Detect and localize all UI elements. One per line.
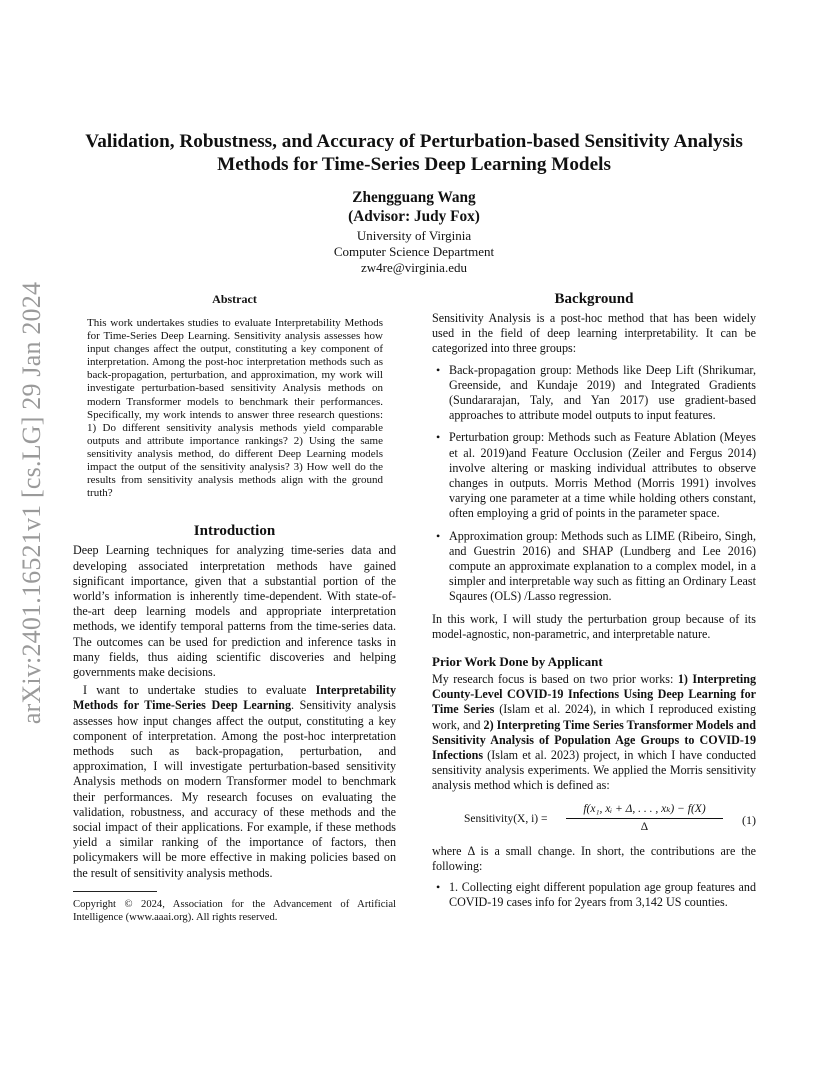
- introduction-paragraph-2: [73, 683, 396, 881]
- abstract-heading: Abstract: [212, 292, 257, 306]
- prior-text-b: (Islam et al. 2024), in which I reproduced existing work, and: [432, 702, 756, 732]
- affiliation-block: [164, 228, 664, 276]
- equation-fraction: [562, 802, 727, 835]
- introduction-paragraph-1: Deep Learning techniques for analyzing time-series data and developing associated interpretation methods have gained significant importance, given that a substantial portion of the world’s information is inherently time-dependent. With state-of-the-art deep learning models and appropriate interpretation methods, we identify temporal patterns from the time-series data. The outcomes can be used for prediction and inference tasks in many fields, thus aiding scientific discoveries and helping governments make decisions.: [73, 543, 396, 679]
- list-item: [432, 363, 756, 424]
- right-column: [432, 290, 756, 918]
- equation-numerator: f(x₁, xᵢ + Δ, . . . , xₖ) − f(X): [583, 802, 706, 815]
- prior-work-2-title: 2) Interpreting Time Series Transformer Models and Sensitivity Analysis of Population Age Groups to COVID-19 Infections: [432, 717, 756, 763]
- intro-p2-text-b: . Sensitivity analysis assesses how input changes affect the output, constituting a key component of interpretation. Among the post-hoc interpretation methods such as back-propagation, perturbation, and approximation, I will investigate perturbation-based sensitivity Analysis methods on modern Transformer model to benchmark their performances. My research focuses on evaluating the validation, robustness, and accuracy of these methods and the social impact of their applications. For example, if these methods yield a similar ranking of the importance of factors, then policymakers will be more effective in making policies based on the result of sensitivity analysis methods.: [73, 698, 396, 880]
- prior-work-paragraph: [432, 672, 756, 794]
- fraction-bar: [566, 818, 723, 819]
- prior-work-heading: Prior Work Done by Applicant: [432, 654, 603, 670]
- prior-text-a: My research focus is based on two prior works:: [432, 672, 678, 687]
- background-paragraph-1: Sensitivity Analysis is a post-hoc method that has been widely used in the field of deep learning interpretability. It can be categorized into three groups:: [432, 311, 756, 356]
- contribution-list: [432, 880, 756, 910]
- equation-denominator: Δ: [640, 820, 649, 833]
- list-item-text: 1. Collecting eight different population age group features and COVID-19 cases info for 2years from 3,142 US counties.: [449, 880, 756, 910]
- abstract-text: This work undertakes studies to evaluate Interpretability Methods for Time-Series Deep Learning. Sensitivity analysis assesses how input changes affect the output, constituting a key component of interpretation. Among the post-hoc interpretation methods such as back-propagation, perturbation, and approximation, my work will investigate perturbation-based sensitivity Analysis methods on modern Transformer models to benchmark their performances. Specifically, my work intends to answer three research questions: 1) Do different sensitivity analysis methods yield comparable outputs and attribute importance rankings? 2) Using the same sensitivity analysis method, do different Deep Learning models impact the output of the sensitivity analysis? 3) How well do the results from sensitivity analysis methods align with the ground truth?: [87, 317, 383, 500]
- prior-work-1-title: 1) Interpreting County-Level COVID-19 Infections Using Deep Learning for Time Series: [432, 672, 756, 717]
- author-name: Zhengguang Wang: [352, 189, 476, 206]
- list-item-text: Approximation group: Methods such as LIME (Ribeiro, Singh, and Guestrin 2016) and SHAP (Lundberg and Lee 2016) compute an approximate explanation to a complex model, in a simpler and interpretable way such as fitting an Ordinary Least Sqaures (OLS) /Lasso regression.: [449, 528, 756, 604]
- list-item-text: Perturbation group: Methods such as Feature Ablation (Meyes et al. 2019)and Feature Occlusion (Zeiler and Fergus 2014) involve altering or masking individual attributes to observe changes in outputs. Morris Method (Morris 1991) involves varying one parameter at a time while holding others constant, often employing a grid of points in the parameter space.: [449, 430, 756, 521]
- after-equation-text: where Δ is a small change. In short, the contributions are the following:: [432, 843, 756, 873]
- background-bullet-list: [432, 363, 756, 605]
- affiliation-university: University of Virginia: [356, 228, 472, 243]
- author-block: [164, 188, 664, 226]
- list-item-text: Back-propagation group: Methods like Deep Lift (Shrikumar, Greenside, and Kundaje 2019) and Integrated Gradients (Sundararajan, Taly, and Yan 2017) use gradient-based approaches to attribute model outputs to input features.: [449, 362, 756, 423]
- morris-sensitivity-equation: [432, 802, 756, 840]
- background-paragraph-2: In this work, I will study the perturbation group because of its model-agnostic, non-parametric, and interpretable nature.: [432, 611, 756, 641]
- list-item: [432, 430, 756, 521]
- copyright-footnote: Copyright © 2024, Association for the Advancement of Artificial Intelligence (www.aaai.org). All rights reserved.: [73, 898, 396, 923]
- paper-title: [60, 130, 768, 176]
- intro-p2-text-a: I want to undertake studies to evaluate: [83, 683, 316, 698]
- bullet-icon: •: [436, 430, 441, 445]
- introduction-heading: Introduction: [193, 523, 276, 540]
- author-email[interactable]: zw4re@virginia.edu: [361, 260, 467, 275]
- equation-number: (1): [742, 812, 756, 827]
- bullet-icon: •: [436, 362, 441, 377]
- arxiv-identifier-stamp[interactable]: arXiv:2401.16521v1 [cs.LG] 29 Jan 2024: [17, 281, 46, 725]
- title-line-2: Methods for Time-Series Deep Learning Models: [217, 154, 611, 175]
- list-item: [432, 880, 756, 910]
- left-column: [73, 292, 396, 924]
- prior-text-c: (Islam et al. 2023) project, in which I have conducted sensitivity analysis experiments. We applied the Morris sensitivity analysis method which is defined as:: [432, 748, 756, 793]
- bullet-icon: •: [436, 528, 441, 543]
- intro-p2-emphasis: Interpretability Methods for Time-Series Deep Learning: [73, 683, 396, 713]
- equation-lhs: Sensitivity(X, i) =: [464, 812, 548, 825]
- footnote-divider: [73, 891, 157, 892]
- affiliation-department: Computer Science Department: [333, 244, 495, 259]
- author-advisor: (Advisor: Judy Fox): [348, 208, 480, 225]
- background-heading: Background: [554, 291, 634, 307]
- list-item: [432, 529, 756, 605]
- bullet-icon: •: [436, 880, 441, 895]
- title-line-1: Validation, Robustness, and Accuracy of Perturbation-based Sensitivity Analysis: [85, 131, 743, 152]
